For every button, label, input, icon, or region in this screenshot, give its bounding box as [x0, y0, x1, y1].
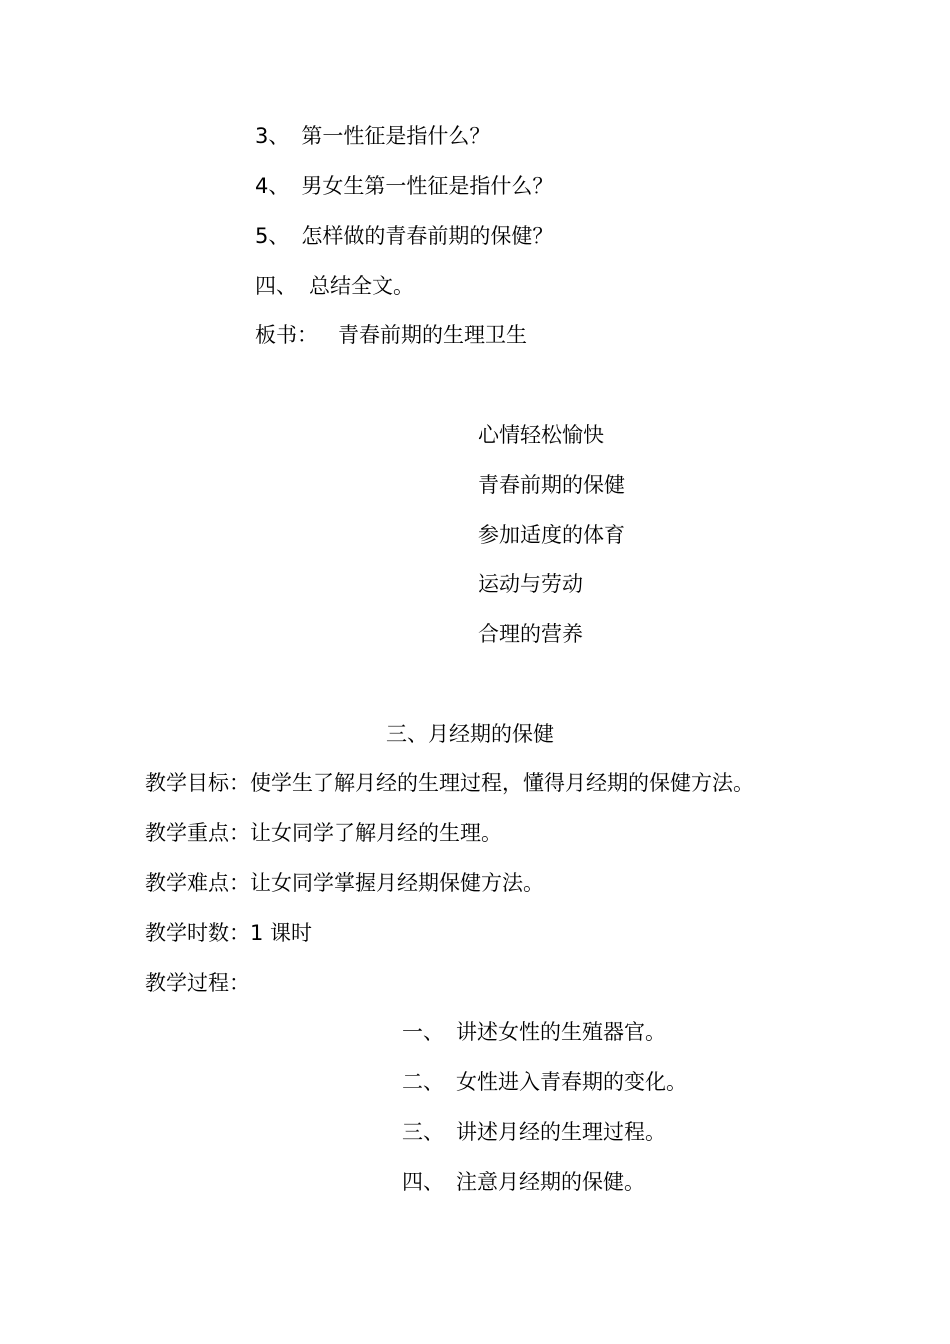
step-number: 一、	[402, 1020, 444, 1044]
board-item: 运动与劳动	[478, 572, 583, 596]
field-label: 教学目标：	[145, 771, 250, 795]
step-item	[402, 1167, 645, 1197]
board-item: 合理的营养	[478, 622, 583, 646]
board-title: 青春前期的生理卫生	[338, 323, 527, 347]
field-label: 教学过程：	[145, 971, 250, 995]
question-text: 男女生第一性征是指什么？	[301, 174, 554, 198]
field-value: 使学生了解月经的生理过程，懂得月经期的保健方法。	[250, 771, 754, 795]
question-item	[255, 121, 490, 151]
field-value: 让女同学了解月经的生理。	[250, 821, 502, 845]
question-text: 怎样做的青春前期的保健？	[301, 224, 554, 248]
step-number: 三、	[402, 1120, 444, 1144]
question-text: 第一性征是指什么？	[301, 124, 491, 148]
board-item: 心情轻松愉快	[478, 423, 604, 447]
question-item	[255, 171, 553, 201]
question-number: 3、	[255, 124, 290, 148]
step-text: 讲述女性的生殖器官。	[456, 1020, 666, 1044]
step-text: 注意月经期的保健。	[456, 1170, 645, 1194]
board-item: 参加适度的体育	[478, 523, 625, 547]
field-value: 让女同学掌握月经期保健方法。	[250, 871, 544, 895]
field-row	[145, 768, 754, 798]
step-item	[402, 1017, 666, 1047]
summary-number: 四、	[255, 274, 297, 298]
summary-text: 总结全文。	[309, 274, 414, 298]
board-heading	[255, 320, 527, 350]
step-item	[402, 1117, 666, 1147]
step-number: 四、	[402, 1170, 444, 1194]
field-label: 教学时数：	[145, 921, 250, 945]
step-text: 讲述月经的生理过程。	[456, 1120, 666, 1144]
step-item	[402, 1067, 687, 1097]
field-label: 教学难点：	[145, 871, 250, 895]
step-text: 女性进入青春期的变化。	[456, 1070, 687, 1094]
field-row	[145, 918, 312, 948]
summary-item	[255, 271, 414, 301]
field-row	[145, 818, 502, 848]
field-label: 教学重点：	[145, 821, 250, 845]
field-value: 1 课时	[250, 921, 313, 945]
question-number: 5、	[255, 224, 290, 248]
board-label: 板书：	[255, 323, 318, 347]
question-item	[255, 221, 553, 251]
field-row	[145, 968, 250, 998]
section-title: 三、月经期的保健	[386, 722, 554, 746]
field-row	[145, 868, 544, 898]
step-number: 二、	[402, 1070, 444, 1094]
board-item: 青春前期的保健	[478, 473, 625, 497]
question-number: 4、	[255, 174, 290, 198]
